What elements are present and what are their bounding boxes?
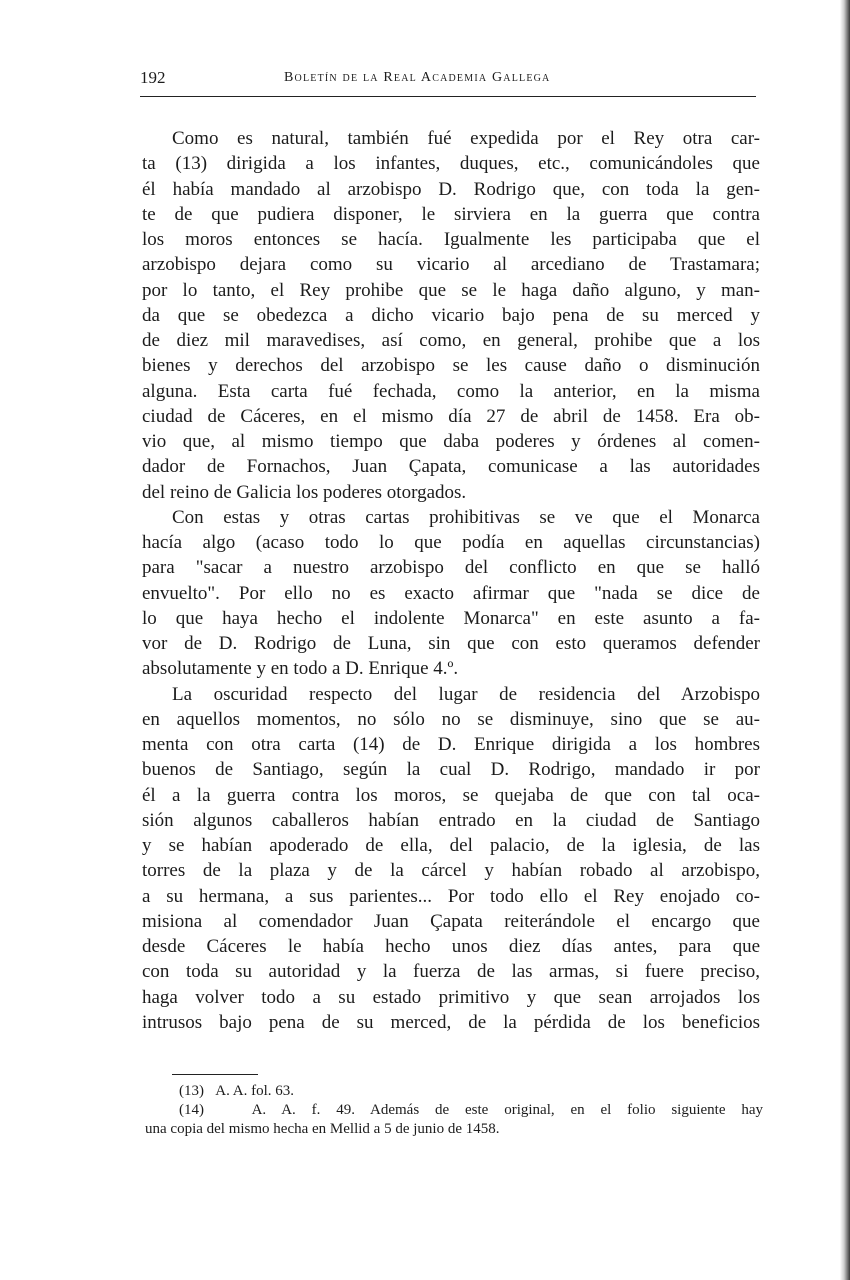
text-line: misiona al comendador Juan Çapata reiterándole el encargo que: [142, 910, 760, 932]
text-line: buenos de Santiago, según la cual D. Rodrigo, mandado ir por: [142, 759, 760, 781]
text-line: dador de Fornachos, Juan Çapata, comunicase a las autoridades: [142, 456, 760, 478]
text-line: absolutamente y en todo a D. Enrique 4.º.: [142, 658, 459, 680]
text-line: torres de la plaza y de la cárcel y habían robado al arzobispo,: [142, 860, 760, 882]
text-line: los moros entonces se hacía. Igualmente les participaba que el: [142, 229, 760, 250]
text-line: bienes y derechos del arzobispo se les cause daño o disminución: [142, 355, 760, 377]
text-line: en aquellos momentos, no sólo no se disminuye, sino que se au-: [142, 708, 760, 730]
footnote-mark: (13): [179, 1083, 204, 1099]
text-line: desde Cáceres le había hecho unos diez días antes, para que: [142, 936, 760, 957]
text-line: envuelto". Por ello no es exacto afirmar que "nada se dice de: [142, 582, 760, 604]
text-line: sión algunos caballeros habían entrado en la ciudad de Santiago: [142, 809, 760, 831]
text-line: Como es natural, también fué expedida por el Rey otra car-: [172, 128, 760, 149]
text-line: Con estas y otras cartas prohibitivas se ve que el Monarca: [172, 506, 760, 528]
footnote-text: A. A. fol. 63.: [215, 1083, 294, 1099]
text-line: te de que pudiera disponer, le sirviera en la guerra que contra: [142, 203, 760, 225]
text-line: La oscuridad respecto del lugar de residencia del Arzobispo: [172, 683, 760, 705]
footnote-rule: [172, 1074, 258, 1075]
footnote-mark: (14): [179, 1102, 204, 1118]
page-header: [140, 66, 756, 92]
text-line: vio que, al mismo tiempo que daba poderes y órdenes al comen-: [142, 431, 760, 452]
text-line: ta (13) dirigida a los infantes, duques, etc., comunicándoles que: [142, 153, 760, 175]
text-line: él había mandado al arzobispo D. Rodrigo que, con toda la gen-: [142, 178, 760, 200]
text-line: para "sacar a nuestro arzobispo del conflicto en que se halló: [142, 557, 760, 579]
page-number: 192: [140, 68, 166, 87]
text-line: haga volver todo a su estado primitivo y que sean arrojados los: [142, 986, 760, 1008]
text-line: arzobispo dejara como su vicario al arcediano de Trastamara;: [142, 254, 760, 276]
text-line: con toda su autoridad y la fuerza de las armas, si fuere preciso,: [142, 961, 760, 983]
text-line: intrusos bajo pena de su merced, de la pérdida de los beneficios: [142, 1011, 760, 1033]
text-line: de diez mil maravedises, así como, en general, prohibe que a los: [142, 330, 760, 351]
text-line: ciudad de Cáceres, en el mismo día 27 de abril de 1458. Era ob-: [142, 405, 760, 427]
text-line: por lo tanto, el Rey prohibe que se le haga daño alguno, y man-: [142, 279, 760, 301]
page-edge-shadow: [840, 0, 850, 1280]
text-line: hacía algo (acaso todo lo que podía en aquellas circunstancias): [142, 532, 760, 553]
footnote-14-continuation: una copia del mismo hecha en Mellid a 5 de junio de 1458.: [145, 1121, 500, 1137]
header-rule: [140, 96, 756, 97]
text-line: del reino de Galicia los poderes otorgados.: [142, 481, 467, 503]
footnote-14: [145, 1101, 763, 1120]
footnote-13: [145, 1082, 763, 1101]
text-line: a su hermana, a sus parientes... Por todo ello el Rey enojado co-: [142, 885, 760, 907]
text-line: él a la guerra contra los moros, se quejaba de que con tal oca-: [142, 784, 760, 806]
text-line: da que se obedezca a dicho vicario bajo pena de su merced y: [142, 304, 760, 326]
text-line: menta con otra carta (14) de D. Enrique dirigida a los hombres: [142, 734, 760, 755]
body-text: [142, 126, 760, 1035]
running-title: Boletín de la Real Academia Gallega: [284, 70, 551, 85]
footnote-text: A. A. f. 49. Además de este original, en el folio siguiente hay: [251, 1102, 763, 1118]
text-line: lo que haya hecho el indolente Monarca" en este asunto a fa-: [142, 607, 760, 629]
text-line: vor de D. Rodrigo de Luna, sin que con esto queramos defender: [142, 633, 760, 654]
footnotes: [145, 1082, 763, 1139]
text-line: y se habían apoderado de ella, del palacio, de la iglesia, de las: [142, 835, 760, 856]
text-line: alguna. Esta carta fué fechada, como la anterior, en la misma: [142, 380, 760, 402]
